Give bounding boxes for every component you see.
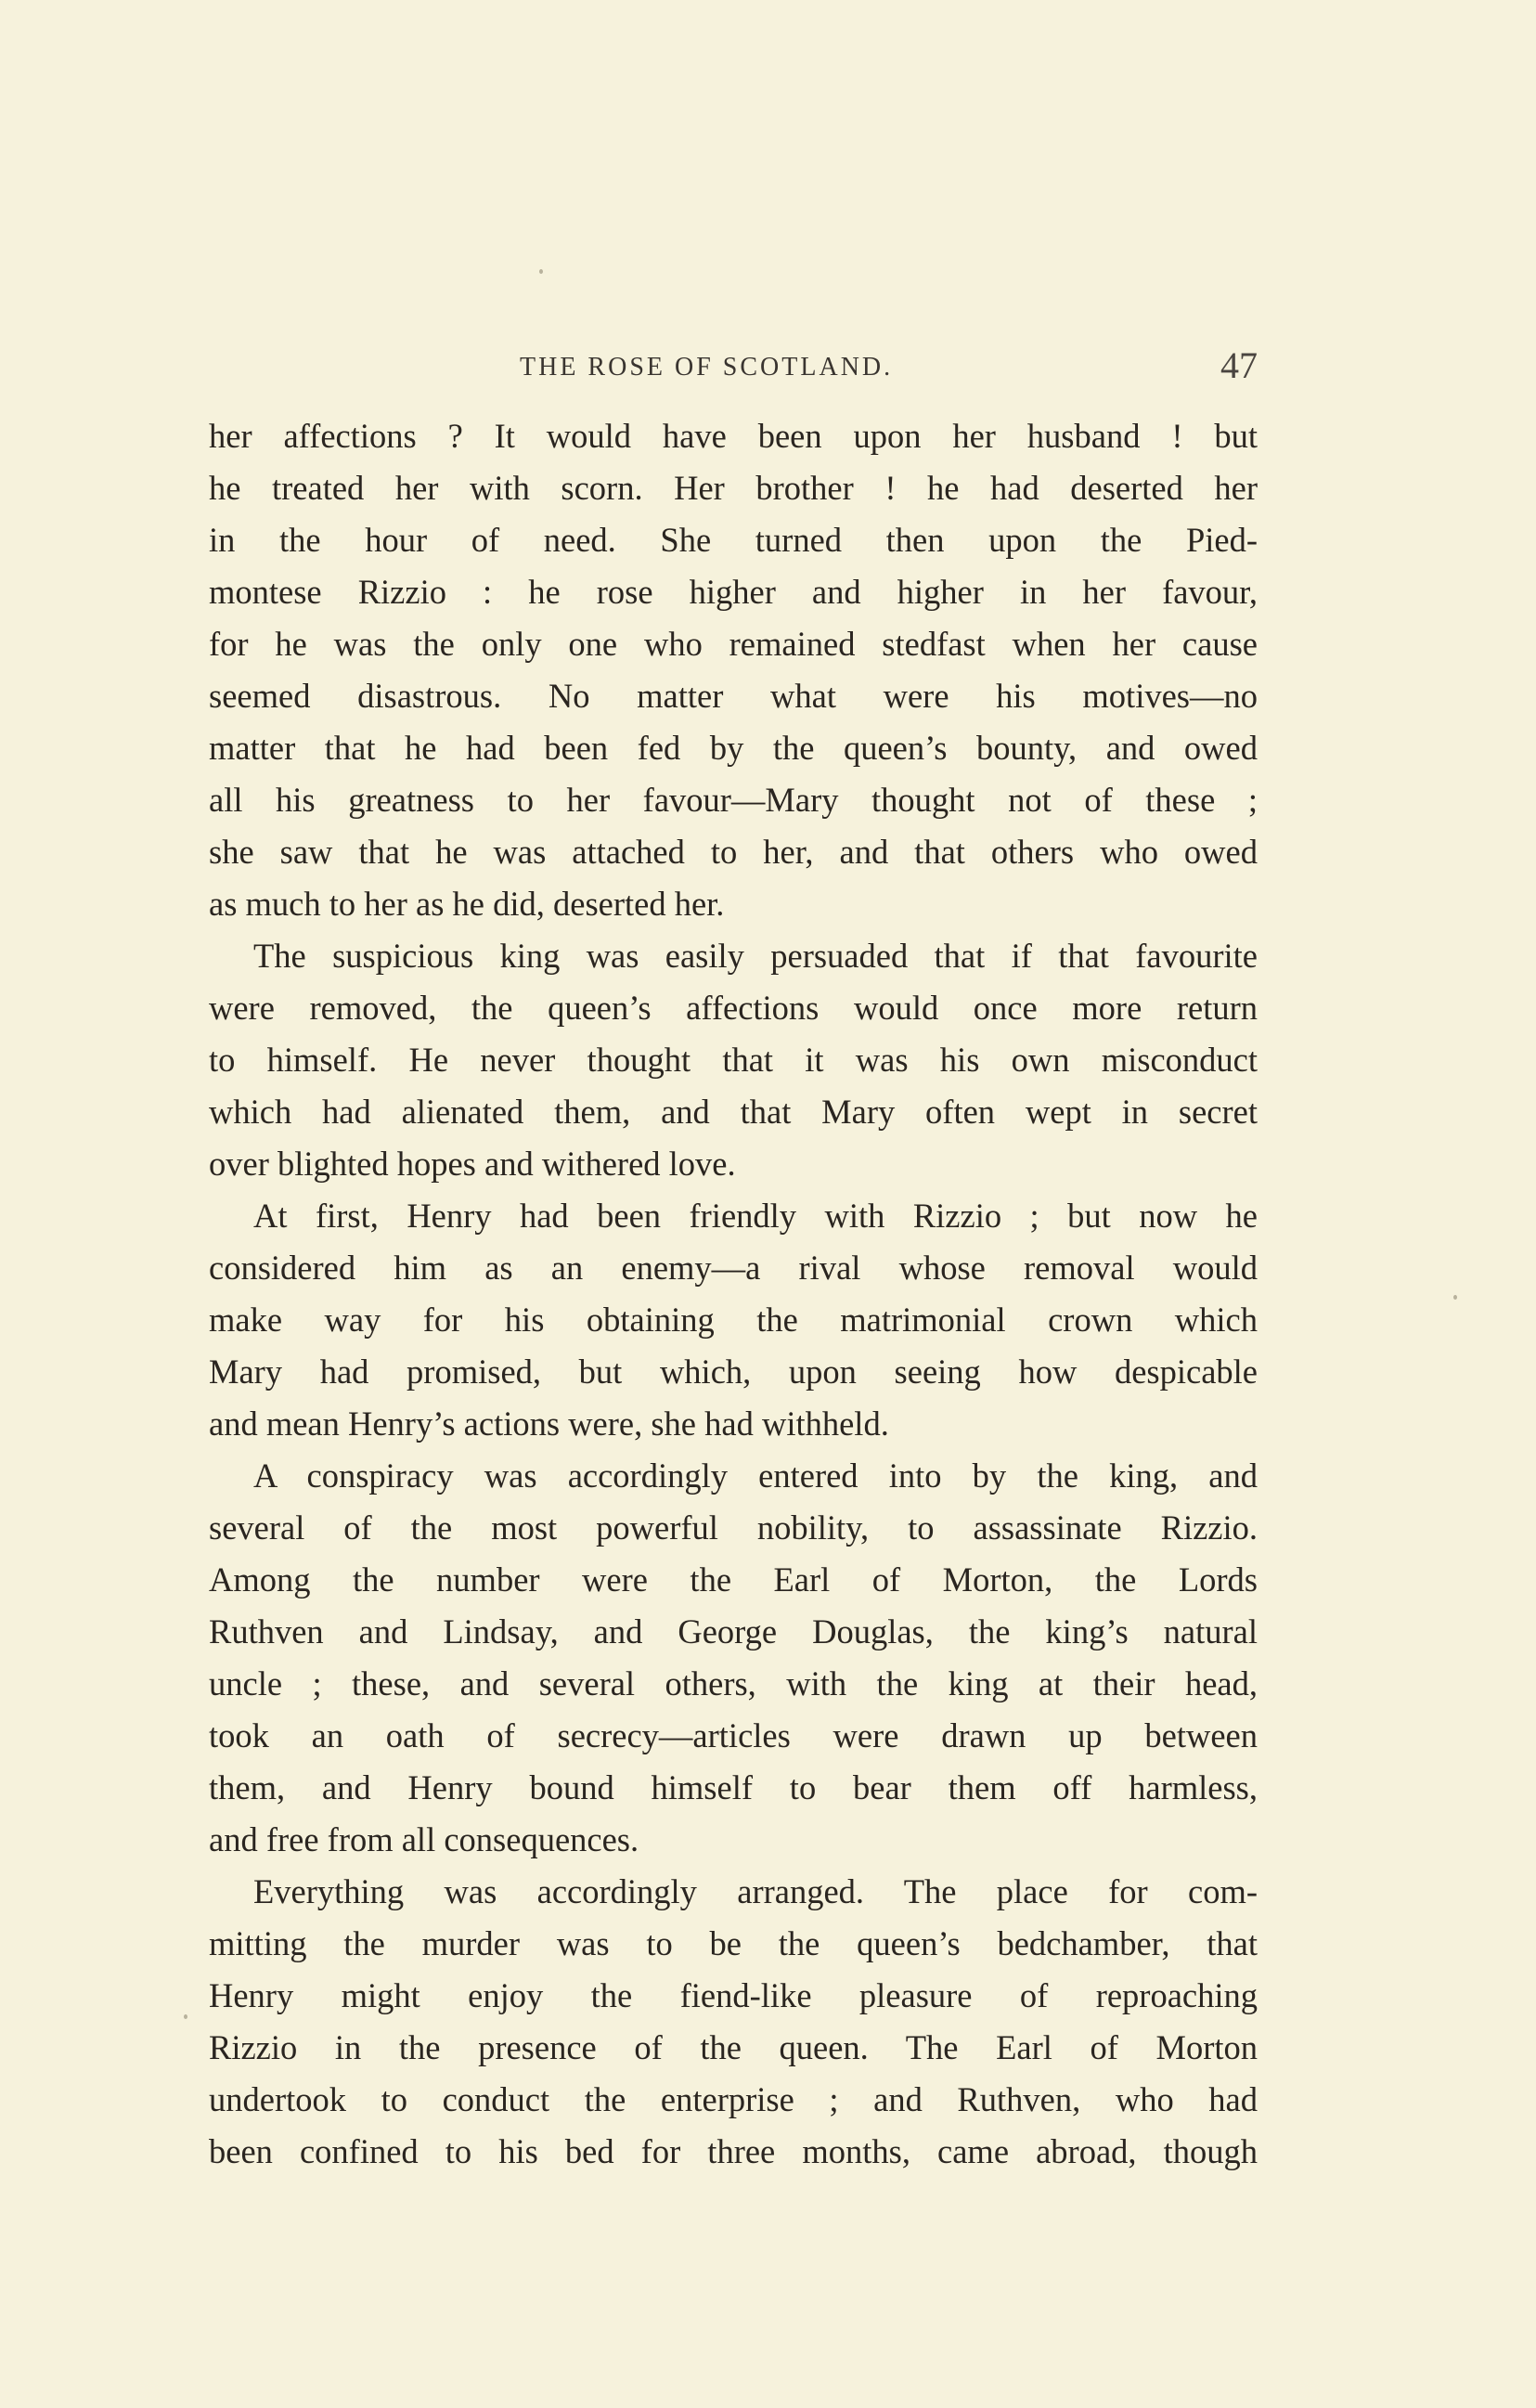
text-line: over blighted hopes and withered love.	[209, 1145, 736, 1183]
text-line: undertook to conduct the enterprise ; and Ruthven, who had	[209, 2080, 1258, 2118]
paper-speck	[184, 2014, 187, 2019]
text-line: Everything was accordingly arranged. The place for com-	[253, 1872, 1258, 1910]
text-line: mitting the murder was to be the queen’s bedchamber, that	[209, 1924, 1258, 1962]
text-line: several of the most powerful nobility, to assassinate Rizzio.	[209, 1508, 1258, 1547]
text-line: matter that he had been fed by the queen’s bounty, and owed	[209, 729, 1258, 767]
text-line: and free from all consequences.	[209, 1820, 639, 1858]
text-line: took an oath of secrecy—articles were drawn up between	[209, 1716, 1258, 1754]
text-line: as much to her as he did, deserted her.	[209, 885, 725, 923]
paragraph	[209, 1190, 1258, 1450]
text-line: The suspicious king was easily persuaded that if that favourite	[253, 937, 1258, 975]
text-line: she saw that he was attached to her, and that others who owed	[209, 833, 1258, 871]
paper-speck	[1453, 1295, 1457, 1300]
text-line: to himself. He never thought that it was his own misconduct	[209, 1041, 1258, 1079]
text-line: Rizzio in the presence of the queen. The Earl of Morton	[209, 2028, 1258, 2066]
text-line: Among the number were the Earl of Morton, the Lords	[209, 1560, 1258, 1599]
text-line: in the hour of need. She turned then upon the Pied-	[209, 521, 1258, 559]
text-line: make way for his obtaining the matrimonial crown which	[209, 1301, 1258, 1339]
text-line: At first, Henry had been friendly with Rizzio ; but now he	[253, 1197, 1258, 1235]
text-line: Ruthven and Lindsay, and George Douglas, the king’s natural	[209, 1612, 1258, 1651]
text-line: all his greatness to her favour—Mary thought not of these ;	[209, 781, 1258, 819]
text-line: her affections ? It would have been upon her husband ! but	[209, 417, 1258, 455]
text-line: seemed disastrous. No matter what were his motives—no	[209, 677, 1258, 715]
text-line: montese Rizzio : he rose higher and higher in her favour,	[209, 573, 1258, 611]
text-line: Henry might enjoy the fiend-like pleasure of reproaching	[209, 1976, 1258, 2014]
running-title: THE ROSE OF SCOTLAND.	[520, 353, 894, 382]
text-line: considered him as an enemy—a rival whose removal would	[209, 1249, 1258, 1287]
body-text	[209, 410, 1258, 2178]
paragraph	[209, 1866, 1258, 2178]
text-line: uncle ; these, and several others, with the king at their head,	[209, 1664, 1258, 1702]
page-number: 47	[1220, 344, 1258, 386]
paper-speck	[539, 269, 543, 274]
text-line: which had alienated them, and that Mary often wept in secret	[209, 1093, 1258, 1131]
text-line: been confined to his bed for three months, came abroad, though	[209, 2132, 1258, 2170]
text-line: them, and Henry bound himself to bear them off harmless,	[209, 1768, 1258, 1806]
paragraph	[209, 410, 1258, 930]
text-line: for he was the only one who remained stedfast when her cause	[209, 625, 1258, 663]
text-line: he treated her with scorn. Her brother ! he had deserted her	[209, 469, 1258, 507]
text-line: Mary had promised, but which, upon seeing how despicable	[209, 1353, 1258, 1391]
paragraph	[209, 930, 1258, 1190]
paragraph	[209, 1450, 1258, 1866]
text-line: and mean Henry’s actions were, she had withheld.	[209, 1405, 889, 1443]
text-line: were removed, the queen’s affections would once more return	[209, 989, 1258, 1027]
running-head	[209, 344, 1258, 394]
text-line: A conspiracy was accordingly entered into by the king, and	[253, 1456, 1258, 1495]
